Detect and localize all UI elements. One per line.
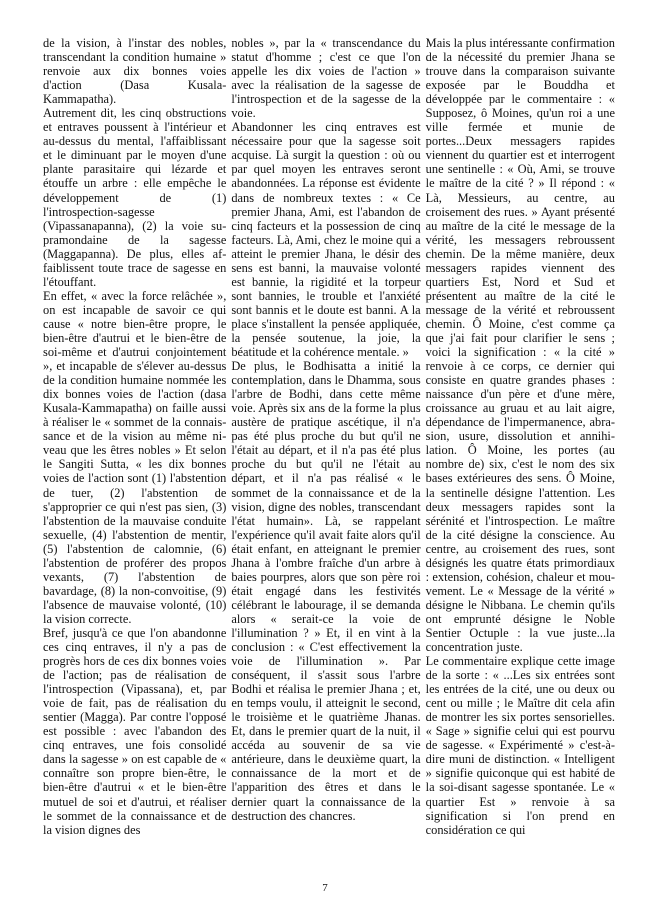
page-number: 7 bbox=[322, 882, 328, 894]
column-2 bbox=[231, 36, 420, 837]
paragraph: Bref, jusqu'à ce que l'on abandonne ces cinq entraves, il n'y a pas de progrès hors de ces dix bonnes voies de l'action; pas de réalisation de l'introspection (Vipassana), et, par voie de fait, pas de réalisation du sentier (Magga). Par contre l'opposé est possible : avec l'abandon des cinq entraves, une fois consolidé dans la sagesse » on est capable de « connaître son propre bien-être, le bien-être d'autrui « et le bien-être mutuel de soi et d'autrui, et réaliser le sommet de la connaissance et de la vision dignes des bbox=[43, 625, 227, 837]
paragraph: De plus, le Bodhisatta a initié la contemplation, dans le Dhamma, sous l'arbre de Bodhi, dans cette même voie. Après six ans de la forme la plus austère de pratique ascétique, il n'a pas été plus proche du but qu'il ne l'était au départ, et il n'a pas été plus proche du but qu'il ne l'était au départ, et il n'a pas réalisé « le sommet de la connaissance et de la vision, digne des nobles, transcendant l'état humain». Là, se rappelant l'expérience qu'il avait faite alors qu'il était enfant, en atteignant le premier Jhana à l'ombre fraîche d'un arbre à baies pourpres, alors que son père roi était engagé dans les festivités célébrant le labourage, il se demanda alors « serait-ce la voie de l'illumination ? » Et, il en vint à la conclusion : « C'est effectivement la voie de l'illumination ». Par conséquent, il s'assit sous l'arbre Bodhi et réalisa le premier Jhana ; et, en temps voulu, il atteignit le second, le troisième et le quatrième Jhanas. Et, dans le premier quart de la nuit, il accéda au souvenir de sa vie antérieure, dans le deuxième quart, la connaissance de la mort et de l'apparition des êtres et dans le dernier quart la connaissance de la destruction des chancres. bbox=[231, 359, 421, 823]
three-column-text-body bbox=[43, 36, 615, 837]
paragraph: Le commentaire explique cette image de la sorte : « ...Les six entrées sont les entrées de la cité, une ou deux ou cent ou mille ; le Maître dit cela afin de montrer les six portes sensorielles. « Sage » signifie celui qui est pourvu de sagesse. « Expérimenté » c'est-à-dire muni de distinction. « Intelligent » signifie quiconque qui est habité de la soi-disant sagesse spontanée. Le « quartier Est » renvoie à sa signification si l'on prend en considération ce qui bbox=[425, 654, 615, 837]
paragraph: de la vision, à l'instar des nobles, transcendant la condition humaine » renvoie aux dix bonnes voies d'action (Dasa Kusala-Kammapatha). bbox=[43, 36, 227, 107]
paragraph: Abandonner les cinq entraves est nécessaire pour que la sagesse soit acquise. Là surgit la question : où ou par quel moyen les entraves seront abandonnées. La réponse est évidente dans de nombreux textes : « Ce premier Jhana, Ami, est l'abandon de cinq facteurs et la possession de cinq facteurs. Là, Ami, chez le moine qui a atteint le premier Jhana, le désir des sens est banni, la mauvaise volonté est bannie, la rigidité et la torpeur sont bannies, le trouble et l'anxiété sont bannis et le doute est banni. A la place s'installent la pensée appliquée, la pensée soutenue, la joie, la béatitude et la cohérence mentale. » bbox=[231, 120, 421, 360]
paragraph: nobles », par la « transcendance du statut d'homme ; c'est ce que l'on appelle les dix voies de l'action » avec la réalisation de la sagesse de l'introspection et de la sagesse de la voie. bbox=[231, 36, 421, 121]
paragraph: En effet, « avec la force relâchée », on est incapable de savoir ce qui cause « notre bien-être propre, le bien-être d'autrui et le bien-être de soi-même et d'autrui conjointement », et incapable de s'élever au-dessus de la condition humaine nommée les dix bonnes voies de l'action (dasa Kusala-Kammapatha) on faille aussi à réaliser le « sommet de la connaissance et de la vision au même niveau que les êtres nobles » Et selon le Sangiti Sutta, « les dix bonnes voies de l'action sont (1) l'abstention de tuer, (2) l'abstention de s'approprier ce qui n'est pas sien, (3) l'abstention de la mauvaise conduite sexuelle, (4) l'abstention de mentir, (5) l'abstention de calomnie, (6) l'abstention de proférer des propos vexants, (7) l'abstention de bavardage, (8) la non-convoitise, (9) l'absence de mauvaise volonté, (10) la vision correcte. bbox=[43, 288, 227, 626]
paragraph: Mais la plus intéressante confirmation de la nécessité du premier Jhana se trouve dans la comparaison suivante exposée par le Bouddha et développée par le commentaire : « Supposez, ô Moines, qu'un roi a une ville fermée et munie de portes...Deux messagers rapides viennent du quartier est et interrogent une sentinelle : « Où, Ami, se trouve le maître de la cité ? » Il répond : « Là, Messieurs, au centre, au croisement des rues. » Ayant présenté au maître de la cité le message de la vérité, les messagers rebroussent chemin. De la même manière, deux messagers rapides viennent des quartiers Est, Nord et Sud et présentent au maître de la cité le message de la vérité et rebroussent chemin. Ô Moine, c'est comme ça que j'ai fait pour clarifier le sens ; voici la signification : « la cité » renvoie à ce corps, ce dernier qui consiste en quatre grandes phases : naissance d'un père et d'une mère, croissance au gruau et au lait aigre, dépendance de l'impermanence, abrasion, usure, dissolution et annihilation. Ô Moine, les portes (au nombre de) six, c'est le nom des six bases extérieures des sens. Ô Moine, la sentinelle désigne l'attention. Les deux messagers rapides sont la sérénité et l'introspection. Le maître de la cité désigne la conscience. Au centre, au croisement des rues, sont désignés les quatre états primordiaux : extension, cohésion, chaleur et mouvement. Le « Message de la vérité » désigne le Nibbana. Le chemin qu'ils ont emprunté désigne le Noble Sentier Octuple : la vue juste...la concentration juste. bbox=[425, 36, 615, 655]
paragraph: Autrement dit, les cinq obstructions et entraves poussent à l'intérieur et au-dessus du mental, l'affaiblissant et le diminuant par le moyen d'une plante parasitaire qui lézarde et étouffe un arbre : elle empêche le développement de (1) l'introspection-sagesse (Vipassanapanna), (2) la voie supramondaine de la sagesse (Maggapanna). De plus, elles affaiblissent toute trace de sagesse en l'étouffant. bbox=[43, 106, 227, 289]
column-3 bbox=[426, 36, 615, 837]
column-1 bbox=[43, 36, 226, 837]
